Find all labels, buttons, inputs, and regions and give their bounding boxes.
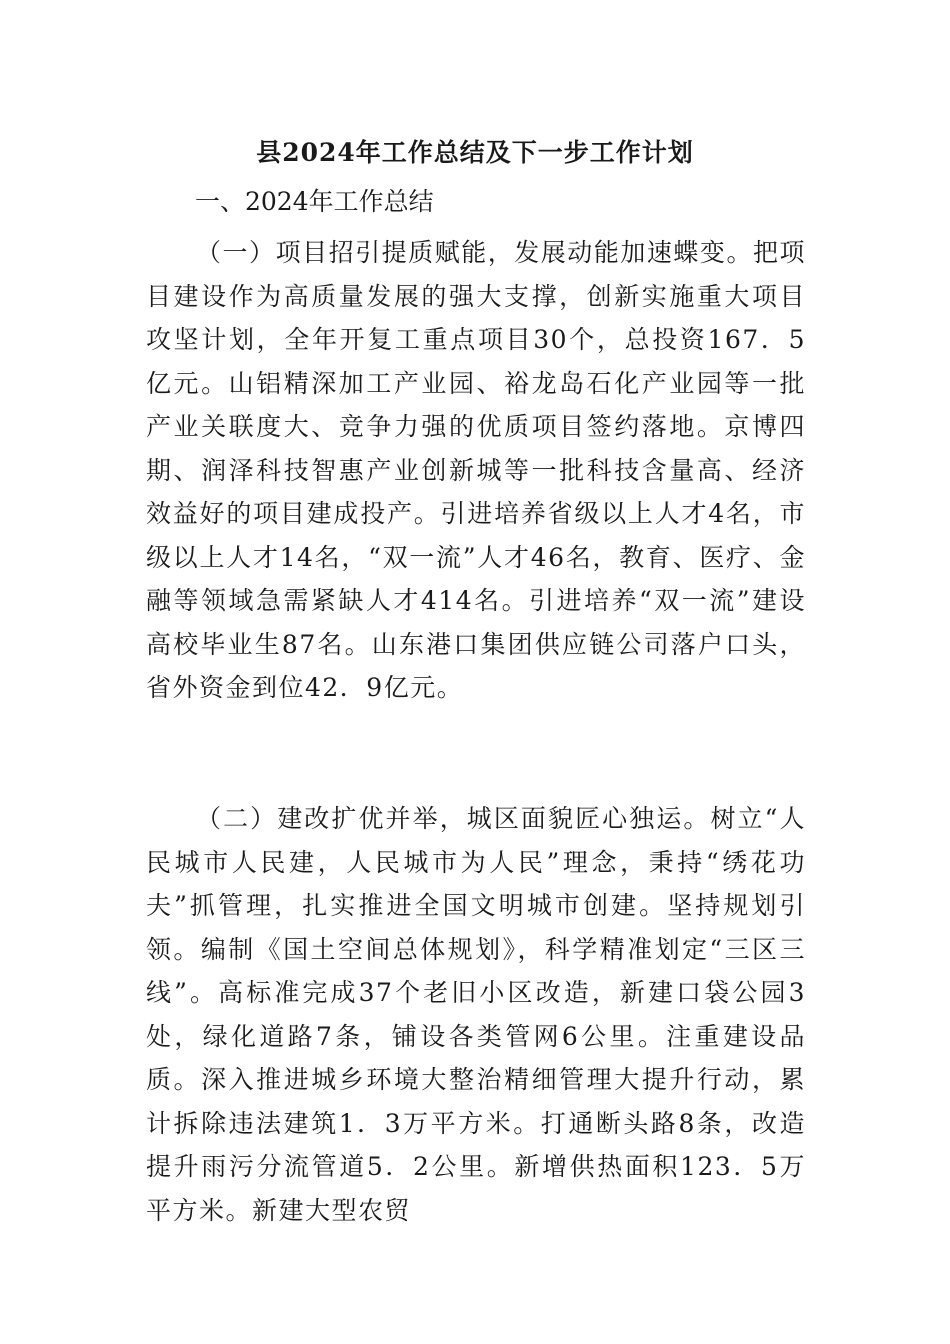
section-heading: 一、2024年工作总结 bbox=[195, 187, 434, 216]
document-title: 县2024年工作总结及下一步工作计划 bbox=[256, 138, 694, 167]
paragraph-project-investment: （一）项目招引提质赋能，发展动能加速蝶变。把项目建设作为高质量发展的强大支撑，创新实施重大项目攻坚计划，全年开复工重点项目30个，总投资167．5亿元。山铝精深加工产业园、裕龙岛石化产业园等一批产业关联度大、竞争力强的优质项目签约落地。京博四期、润泽科技智惠产业创新城等一批科技含量高、经济效益好的项目建成投产。引进培养省级以上人才4名，市级以上人才14名，“双一流”人才46名，教育、医疗、金融等领域急需紧缺人才414名。引进培养“双一流”建设高校毕业生87名。山东港口集团供应链公司落户口头，省外资金到位42．9亿元。 bbox=[146, 238, 806, 702]
paragraph-urban-construction: （二）建改扩优并举，城区面貌匠心独运。树立“人民城市人民建，人民城市为人民”理念，秉持“绣花功夫”抓管理，扎实推进全国文明城市创建。坚持规划引领。编制《国土空间总体规划》，科学精准划定“三区三线”。高标准完成37个老旧小区改造，新建口袋公园3处，绿化道路7条，铺设各类管网6公里。注重建设品质。深入推进城乡环境大整治精细管理大提升行动，累计拆除违法建筑1．3万平方米。打通断头路8条，改造提升雨污分流管道5．2公里。新增供热面积123．5万平方米。新建大型农贸 bbox=[146, 804, 806, 1225]
